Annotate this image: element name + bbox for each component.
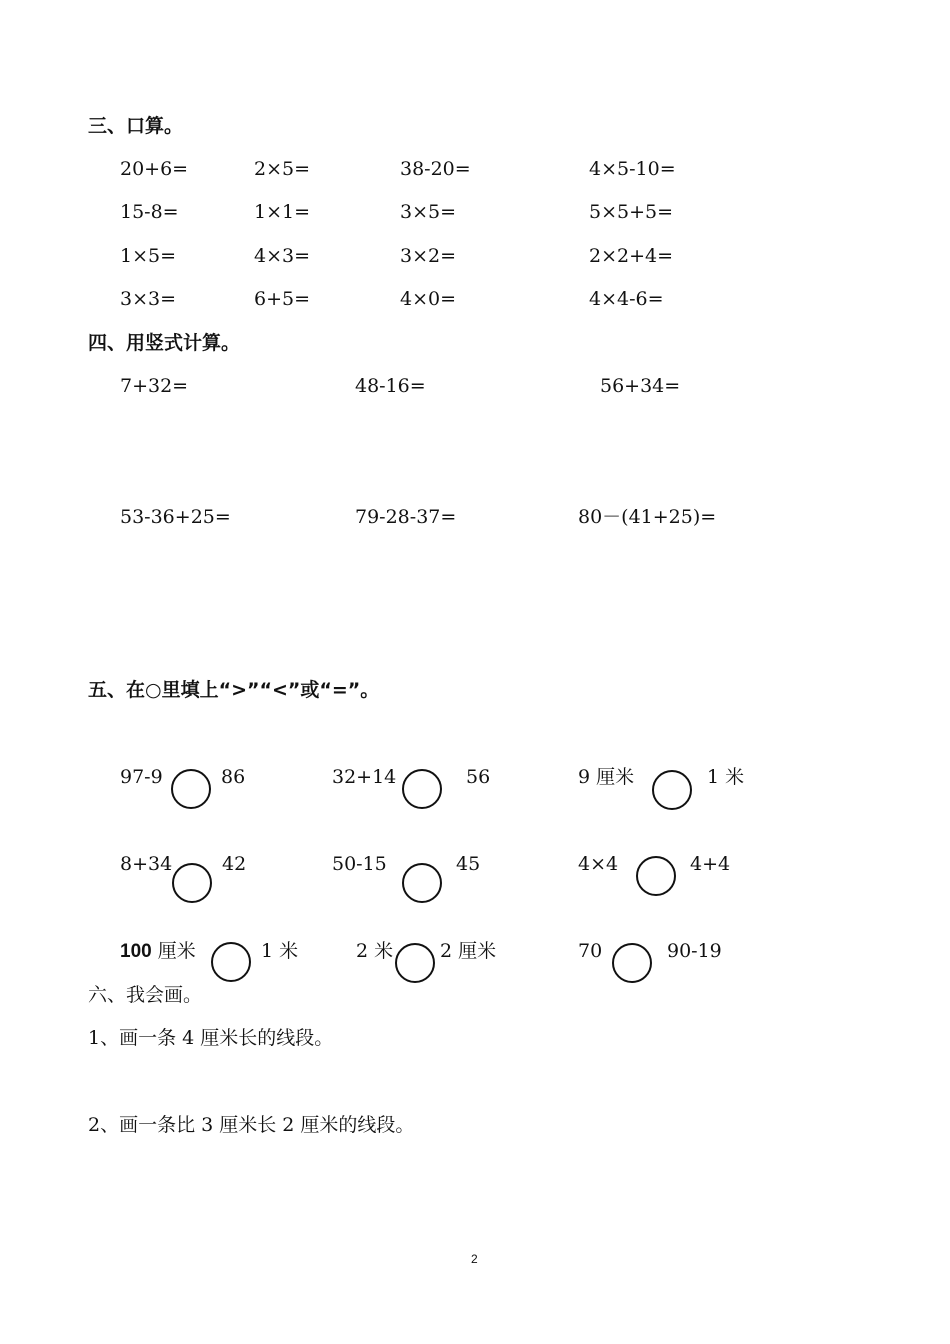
section3-title: 三、口算。: [88, 115, 184, 137]
mental-math-item: 2×2+4=: [589, 245, 674, 267]
compare-left: [120, 942, 196, 961]
answer-circle[interactable]: [636, 856, 676, 896]
compare-right: 56: [466, 766, 491, 788]
compare-right: 4+4: [690, 853, 731, 875]
compare-right: 2 厘米: [440, 940, 497, 962]
compare-left: 4×4: [578, 853, 619, 875]
mental-math-item: 3×5=: [400, 201, 457, 223]
compare-right: 90-19: [667, 940, 722, 962]
compare-left: 8+34: [120, 853, 173, 875]
compare-left: 50-15: [332, 853, 387, 875]
compare-left: 9 厘米: [578, 766, 635, 788]
vertical-calc-item: 56+34=: [600, 375, 681, 397]
answer-circle[interactable]: [652, 770, 692, 810]
mental-math-item: 5×5+5=: [589, 201, 674, 223]
vertical-calc-item: 53-36+25=: [120, 506, 231, 528]
compare-right: 1 米: [261, 940, 299, 962]
mental-math-item: 4×5-10=: [589, 158, 676, 180]
compare-right: 45: [456, 853, 481, 875]
mental-math-item: 1×1=: [254, 201, 311, 223]
compare-right: 86: [221, 766, 246, 788]
section5-title: 五、在○里填上“>”“<”或“=”。: [88, 679, 380, 701]
section6-title: 六、我会画。: [88, 984, 203, 1006]
vertical-calc-item: 7+32=: [120, 375, 189, 397]
compare-left: 2 米: [356, 940, 394, 962]
answer-circle[interactable]: [171, 769, 211, 809]
answer-circle[interactable]: [172, 863, 212, 903]
mental-math-item: 4×4-6=: [589, 288, 664, 310]
compare-left-number: 100: [120, 941, 152, 962]
compare-right: 1 米: [707, 766, 745, 788]
compare-left: 70: [578, 940, 603, 962]
mental-math-item: 15-8=: [120, 201, 179, 223]
vertical-calc-item: 48-16=: [355, 375, 426, 397]
vertical-calc-item: 80－(41+25)=: [578, 506, 717, 528]
compare-left: 32+14: [332, 766, 397, 788]
answer-circle[interactable]: [402, 769, 442, 809]
mental-math-item: 4×3=: [254, 245, 311, 267]
mental-math-item: 38-20=: [400, 158, 471, 180]
mental-math-item: 3×2=: [400, 245, 457, 267]
answer-circle[interactable]: [402, 863, 442, 903]
drawing-question: 2、画一条比 3 厘米长 2 厘米的线段。: [88, 1114, 415, 1136]
page-number: 2: [471, 1252, 478, 1266]
answer-circle[interactable]: [395, 943, 435, 983]
vertical-calc-item: 79-28-37=: [355, 506, 457, 528]
compare-right: 42: [222, 853, 247, 875]
drawing-question: 1、画一条 4 厘米长的线段。: [88, 1027, 334, 1049]
section4-title: 四、用竖式计算。: [88, 332, 241, 354]
answer-circle[interactable]: [211, 942, 251, 982]
mental-math-item: 6+5=: [254, 288, 311, 310]
compare-left-unit: 厘米: [151, 940, 196, 962]
mental-math-item: 4×0=: [400, 288, 457, 310]
answer-circle[interactable]: [612, 943, 652, 983]
mental-math-item: 20+6=: [120, 158, 189, 180]
mental-math-item: 2×5=: [254, 158, 311, 180]
compare-left: 97-9: [120, 766, 163, 788]
mental-math-item: 1×5=: [120, 245, 177, 267]
mental-math-item: 3×3=: [120, 288, 177, 310]
